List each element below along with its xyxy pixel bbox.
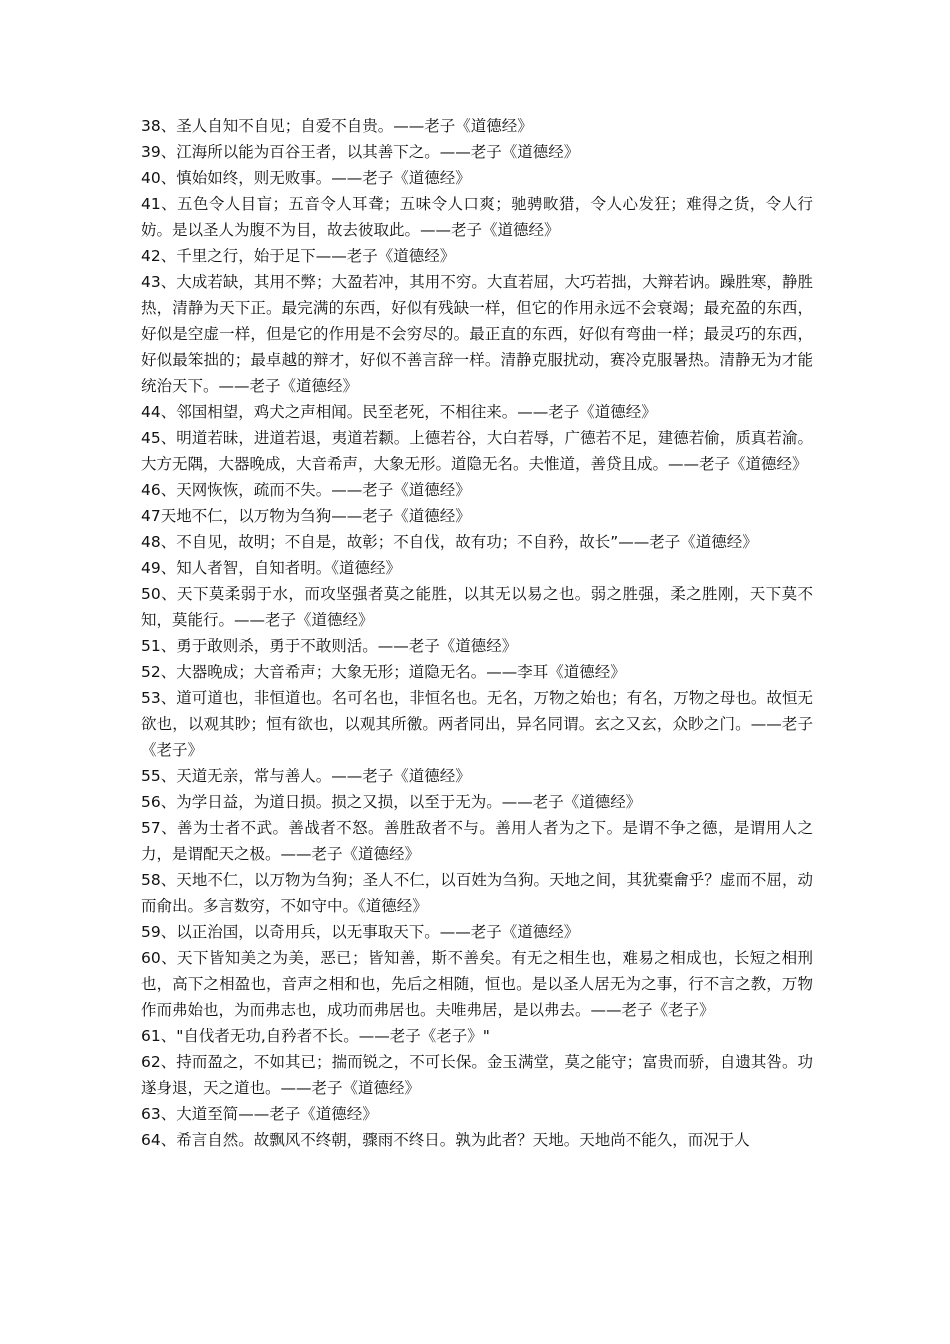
quote-entry-48: 48、不自见，故明；不自是，故彰；不自伐，故有功；不自矜，故长”——老子《道德经》	[141, 533, 758, 551]
quote-entry-47: 47天地不仁，以万物为刍狗——老子《道德经》	[141, 507, 471, 525]
quote-entry-42: 42、千里之行，始于足下——老子《道德经》	[141, 247, 456, 265]
quote-entry-53: 53、道可道也，非恒道也。名可名也，非恒名也。无名，万物之始也；有名，万物之母也。故恒无欲也，以观其眇；恒有欲也，以观其所徼。两者同出，异名同谓。玄之又玄，众眇之门。——老子《老子》	[141, 689, 813, 759]
quote-entry-64: 64、希言自然。故飘风不终朝，骤雨不终日。孰为此者？天地。天地尚不能久，而况于人	[141, 1131, 750, 1149]
quote-list	[141, 113, 813, 1153]
quote-entry-58: 58、天地不仁，以万物为刍狗；圣人不仁，以百姓为刍狗。天地之间，其犹橐龠乎？虚而不屈，动而俞出。多言数穷，不如守中。《道德经》	[141, 871, 813, 915]
quote-entry-44: 44、邻国相望，鸡犬之声相闻。民至老死，不相往来。——老子《道德经》	[141, 403, 657, 421]
quote-entry-62: 62、持而盈之，不如其已；揣而锐之，不可长保。金玉满堂，莫之能守；富贵而骄，自遗其咎。功遂身退，天之道也。——老子《道德经》	[141, 1053, 813, 1097]
quote-entry-60: 60、天下皆知美之为美，恶已；皆知善，斯不善矣。有无之相生也，难易之相成也，长短之相刑也，高下之相盈也，音声之相和也，先后之相随，恒也。是以圣人居无为之事，行不言之教，万物作而弗始也，为而弗志也，成功而弗居也。夫唯弗居，是以弗去。——老子《老子》	[141, 949, 813, 1019]
quote-entry-43: 43、大成若缺，其用不弊；大盈若冲，其用不穷。大直若屈，大巧若拙，大辩若讷。躁胜寒，静胜热，清静为天下正。最完满的东西，好似有残缺一样，但它的作用永远不会衰竭；最充盈的东西，好似是空虚一样，但是它的作用是不会穷尽的。最正直的东西，好似有弯曲一样；最灵巧的东西，好似最笨拙的；最卓越的辩才，好似不善言辞一样。清静克服扰动，赛冷克服暑热。清静无为才能统治天下。——老子《道德经》	[141, 273, 813, 395]
quote-entry-57: 57、善为士者不武。善战者不怒。善胜敌者不与。善用人者为之下。是谓不争之德，是谓用人之力，是谓配天之极。——老子《道德经》	[141, 819, 813, 863]
quote-entry-45: 45、明道若昧，进道若退，夷道若颣。上德若谷，大白若辱，广德若不足，建德若偷，质真若渝。大方无隅，大器晚成，大音希声，大象无形。道隐无名。夫惟道，善贷且成。——老子《道德经》	[141, 429, 813, 473]
quote-entry-56: 56、为学日益，为道日损。损之又损，以至于无为。——老子《道德经》	[141, 793, 642, 811]
quote-entry-49: 49、知人者智，自知者明。《道德经》	[141, 559, 401, 577]
quote-entry-52: 52、大器晚成；大音希声；大象无形；道隐无名。——李耳《道德经》	[141, 663, 626, 681]
quote-entry-46: 46、天网恢恢，疏而不失。——老子《道德经》	[141, 481, 471, 499]
quote-entry-50: 50、天下莫柔弱于水，而攻坚强者莫之能胜，以其无以易之也。弱之胜强，柔之胜刚，天下莫不知，莫能行。——老子《道德经》	[141, 585, 813, 629]
quote-entry-41: 41、五色令人目盲；五音令人耳聋；五味令人口爽；驰骋畋猎，令人心发狂；难得之货，令人行妨。是以圣人为腹不为目，故去彼取此。——老子《道德经》	[141, 195, 813, 239]
quote-entry-55: 55、天道无亲，常与善人。——老子《道德经》	[141, 767, 471, 785]
quote-entry-59: 59、以正治国，以奇用兵，以无事取天下。——老子《道德经》	[141, 923, 580, 941]
quote-entry-39: 39、江海所以能为百谷王者，以其善下之。——老子《道德经》	[141, 143, 580, 161]
quote-entry-51: 51、勇于敢则杀，勇于不敢则活。——老子《道德经》	[141, 637, 518, 655]
quote-entry-63: 63、大道至简——老子《道德经》	[141, 1105, 378, 1123]
quote-entry-38: 38、圣人自知不自见；自爱不自贵。——老子《道德经》	[141, 117, 533, 135]
quote-entry-61: 61、"自伐者无功,自矜者不长。——老子《老子》"	[141, 1027, 490, 1045]
quote-entry-40: 40、慎始如终，则无败事。——老子《道德经》	[141, 169, 471, 187]
